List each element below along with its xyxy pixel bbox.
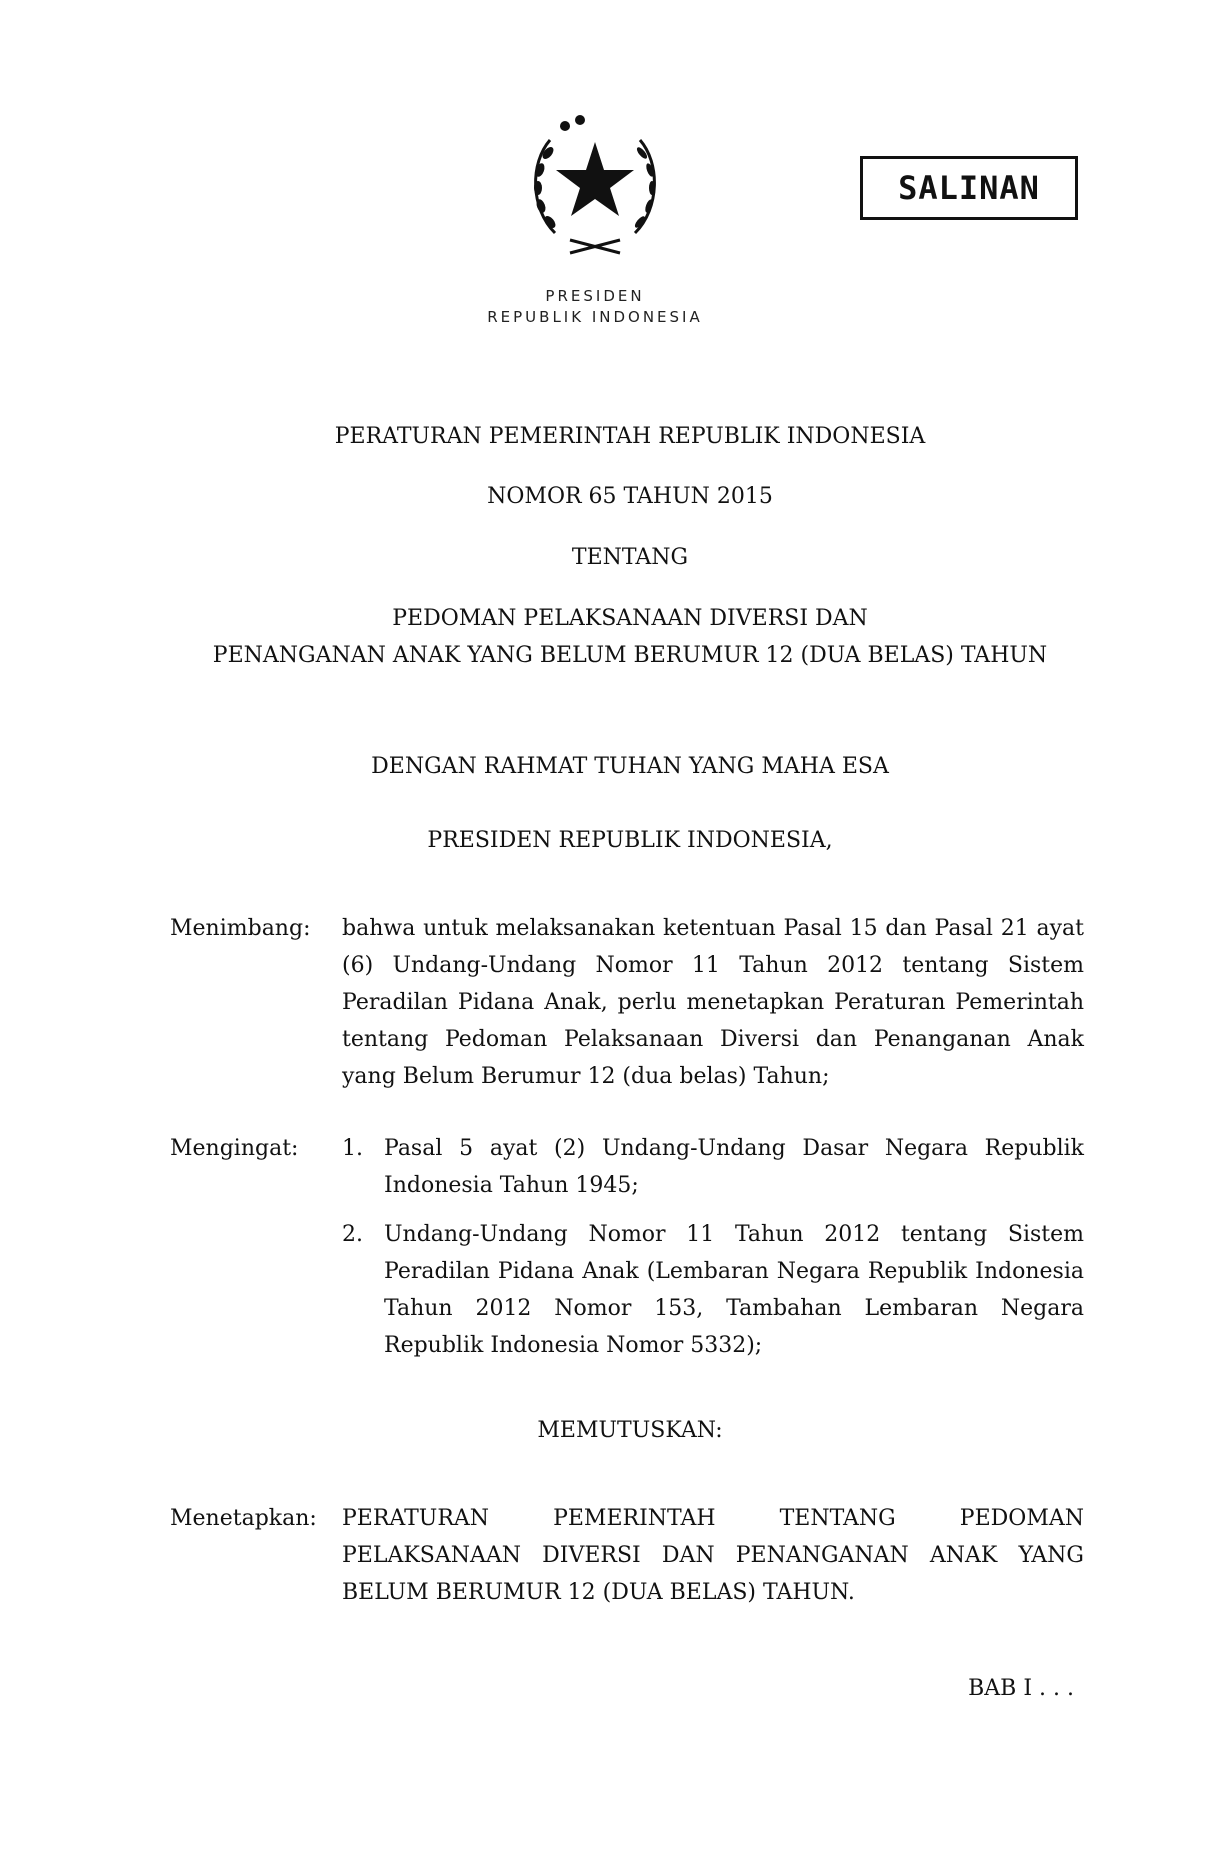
mengingat-item [342,1216,1084,1364]
subject-line-2: PENANGANAN ANAK YANG BELUM BERUMUR 12 (DUA BELAS) TAHUN [212,643,1048,668]
menetapkan-label: Menetapkan: [170,1506,317,1531]
next-page-marker: BAB I . . . [968,1676,1074,1701]
item-text: Undang-Undang Nomor 11 Tahun 2012 tentang Sistem Peradilan Pidana Anak (Lembaran Negara Republik Indonesia Tahun 2012 Nomor 153, Tambahan Lembaran Negara Republik Indonesia Nomor 5332); [384,1222,1084,1358]
header-presiden: PRESIDEN [545,287,645,305]
regulation-title: PERATURAN PEMERINTAH REPUBLIK INDONESIA [334,424,926,449]
presidential-emblem-icon [520,108,670,258]
menimbang-label: Menimbang: [170,916,311,941]
presiden-line: PRESIDEN REPUBLIK INDONESIA, [427,828,833,853]
item-number: 1. [342,1136,363,1161]
menimbang-text: bahwa untuk melaksanakan ketentuan Pasal 15 dan Pasal 21 ayat (6) Undang-Undang Nomor 11 Tahun 2012 tentang Sistem Peradilan Pidana Anak, perlu menetapkan Peraturan Pemerintah tentang Pedoman Pelaksanaan Diversi dan Penanganan Anak yang Belum Berumur 12 (dua belas) Tahun; [342,916,1084,1089]
tentang-heading: TENTANG [571,545,689,570]
item-number: 2. [342,1222,363,1247]
menetapkan-text: PERATURAN PEMERINTAH TENTANG PEDOMAN PELAKSANAAN DIVERSI DAN PENANGANAN ANAK YANG BELUM BERUMUR 12 (DUA BELAS) TAHUN. [342,1506,1084,1605]
header-republik-indonesia: REPUBLIK INDONESIA [487,308,703,326]
item-text: Pasal 5 ayat (2) Undang-Undang Dasar Negara Republik Indonesia Tahun 1945; [384,1136,1084,1198]
memutuskan-heading: MEMUTUSKAN: [537,1418,723,1443]
salinan-stamp: SALINAN [860,156,1078,220]
subject-line-1: PEDOMAN PELAKSANAAN DIVERSI DAN [392,606,868,631]
mengingat-item [342,1130,1084,1204]
rahmat-line: DENGAN RAHMAT TUHAN YANG MAHA ESA [371,754,889,779]
regulation-number: NOMOR 65 TAHUN 2015 [487,484,773,509]
mengingat-label: Mengingat: [170,1136,299,1161]
